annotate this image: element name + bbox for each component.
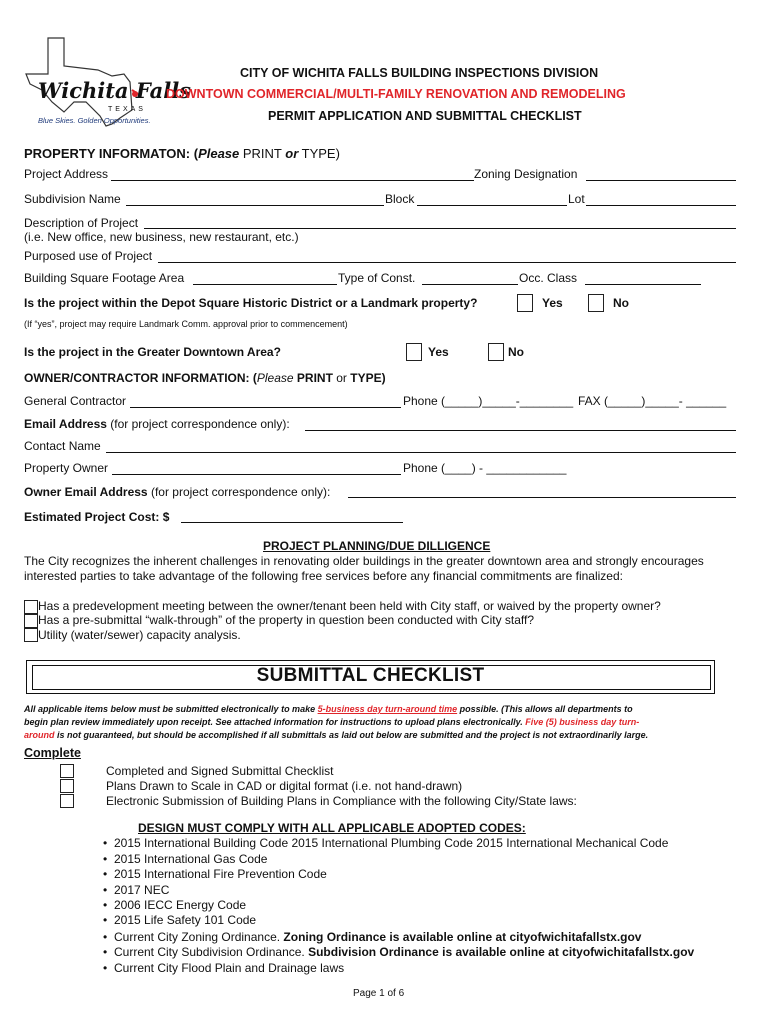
walkthrough-checkbox[interactable] <box>24 614 38 628</box>
description-label: Description of Project <box>24 216 139 230</box>
purposed-use-field[interactable] <box>158 262 736 263</box>
zoning-field[interactable] <box>586 180 736 181</box>
planning-paragraph-line1: The City recognizes the inherent challenges in renovating older buildings in the greater downtown area and strongly encourages <box>24 554 704 568</box>
utility-label: Utility (water/sewer) capacity analysis. <box>38 628 241 642</box>
code-item: • 2015 Life Safety 101 Code <box>114 913 256 927</box>
checklist-item-1: Completed and Signed Submittal Checklist <box>106 764 334 778</box>
property-section-title: PROPERTY INFORMATON: (Please PRINT or TYPE) <box>24 146 340 161</box>
general-contractor-label: General Contractor <box>24 394 127 408</box>
subdivision-label: Subdivision Name <box>24 192 121 206</box>
estimated-cost-label: Estimated Project Cost: $ <box>24 510 170 524</box>
walkthrough-label: Has a pre-submittal “walk-through” of the property in question been conducted with City staff? <box>38 613 535 627</box>
description-field[interactable] <box>144 228 736 229</box>
project-address-label: Project Address <box>24 167 109 181</box>
zoning-label: Zoning Designation <box>474 167 578 181</box>
contact-name-label: Contact Name <box>24 439 101 453</box>
checklist-title: SUBMITTAL CHECKLIST <box>256 665 485 686</box>
contractor-phone-field[interactable]: Phone (_____)_____-________ <box>403 394 574 408</box>
depot-yes-checkbox[interactable] <box>517 294 533 312</box>
code-item: • 2017 NEC <box>114 883 169 897</box>
project-address-field[interactable] <box>111 180 474 181</box>
email-field[interactable] <box>305 430 736 431</box>
logo-wordmark: Wichita Falls <box>38 78 191 103</box>
header-title: CITY OF WICHITA FALLS BUILDING INSPECTIONS DIVISION <box>240 66 599 80</box>
page-number: Page 1 of 6 <box>353 988 405 999</box>
square-footage-label: Building Square Footage Area <box>24 271 185 285</box>
code-item: • 2015 International Fire Prevention Code <box>114 867 327 881</box>
property-owner-label: Property Owner <box>24 461 109 475</box>
predevelopment-label: Has a predevelopment meeting between the owner/tenant been held with City staff, or waived by the property owner? <box>38 599 661 613</box>
checklist-item-3-checkbox[interactable] <box>60 794 74 808</box>
checklist-note: All applicable items below must be submitted electronically to make 5-business day turn-around time possible. (This allows all departments to begin plan review immediately upon receipt. See attached information for instructions to upload plans electronically. Five (5) business day turn- around is not guaranteed, but should be accomplished if all submittals as laid out below are submitted and the project is not extraordinarily large. <box>24 704 649 740</box>
owner-phone-field[interactable]: Phone (____) - ____________ <box>403 461 567 475</box>
square-footage-field[interactable] <box>193 284 337 285</box>
downtown-yes-label: Yes <box>428 345 449 359</box>
code-item: • 2015 International Gas Code <box>114 852 267 866</box>
owner-section-title: OWNER/CONTRACTOR INFORMATION: (Please PRINT or TYPE) <box>24 371 386 385</box>
construction-type-label: Type of Const. <box>338 271 416 285</box>
checklist-item-2: Plans Drawn to Scale in CAD or digital format (i.e. not hand-drawn) <box>106 779 463 793</box>
owner-email-label: Owner Email Address (for project correspondence only): <box>24 485 331 499</box>
owner-email-field[interactable] <box>348 497 736 498</box>
depot-note: (If “yes”, project may require Landmark Comm. approval prior to commencement) <box>24 319 348 329</box>
depot-no-checkbox[interactable] <box>588 294 604 312</box>
email-label: Email Address (for project correspondence only): <box>24 417 290 431</box>
downtown-no-label: No <box>508 345 524 359</box>
checklist-item-2-checkbox[interactable] <box>60 779 74 793</box>
contractor-fax-field[interactable]: FAX (_____)_____- ______ <box>578 394 727 408</box>
checklist-item-1-checkbox[interactable] <box>60 764 74 778</box>
planning-paragraph-line2: interested parties to take advantage of the following free services before any financial commitments are finalized: <box>24 569 623 583</box>
predevelopment-checkbox[interactable] <box>24 600 38 614</box>
general-contractor-field[interactable] <box>130 407 401 408</box>
lot-label: Lot <box>568 192 585 206</box>
codes-title: DESIGN MUST COMPLY WITH ALL APPLICABLE ADOPTED CODES: <box>138 821 526 835</box>
checklist-item-3: Electronic Submission of Building Plans in Compliance with the following City/State laws: <box>106 794 577 808</box>
code-item-zoning: • Current City Zoning Ordinance. Zoning Ordinance is available online at cityofwichitafallstx.gov <box>114 930 641 944</box>
header-form-title: PERMIT APPLICATION AND SUBMITTAL CHECKLIST <box>268 109 582 123</box>
occupancy-class-label: Occ. Class <box>519 271 578 285</box>
construction-type-field[interactable] <box>422 284 518 285</box>
utility-checkbox[interactable] <box>24 628 38 642</box>
downtown-question: Is the project in the Greater Downtown Area? <box>24 345 281 359</box>
logo-tagline: Blue Skies. Golden Opportunities. <box>38 116 151 125</box>
depot-square-question: Is the project within the Depot Square Historic District or a Landmark property? <box>24 296 478 310</box>
complete-heading: Complete <box>24 746 81 760</box>
code-item: • Current City Flood Plain and Drainage laws <box>114 961 344 975</box>
block-field[interactable] <box>417 205 567 206</box>
subdivision-field[interactable] <box>126 205 384 206</box>
city-logo <box>20 36 191 128</box>
code-item: • 2006 IECC Energy Code <box>114 898 246 912</box>
lot-field[interactable] <box>586 205 736 206</box>
downtown-yes-checkbox[interactable] <box>406 343 422 361</box>
occupancy-class-field[interactable] <box>585 284 701 285</box>
property-owner-field[interactable] <box>112 474 401 475</box>
planning-title: PROJECT PLANNING/DUE DILLIGENCE <box>263 539 491 553</box>
logo-state: TEXAS <box>108 106 146 113</box>
checklist-banner <box>26 660 715 694</box>
header-subtitle: DOWNTOWN COMMERCIAL/MULTI-FAMILY RENOVATION AND REMODELING <box>166 87 626 101</box>
depot-yes-label: Yes <box>542 296 563 310</box>
purposed-use-label: Purposed use of Project <box>24 249 153 263</box>
contact-name-field[interactable] <box>106 452 736 453</box>
depot-no-label: No <box>613 296 629 310</box>
code-item-subdivision: • Current City Subdivision Ordinance. Subdivision Ordinance is available online at cityofwichitafallstx.gov <box>114 945 694 959</box>
estimated-cost-field[interactable] <box>181 522 403 523</box>
code-item: • 2015 International Building Code 2015 International Plumbing Code 2015 International Mechanical Code <box>114 836 668 850</box>
downtown-no-checkbox[interactable] <box>488 343 504 361</box>
block-label: Block <box>385 192 415 206</box>
description-hint: (i.e. New office, new business, new restaurant, etc.) <box>24 230 299 244</box>
